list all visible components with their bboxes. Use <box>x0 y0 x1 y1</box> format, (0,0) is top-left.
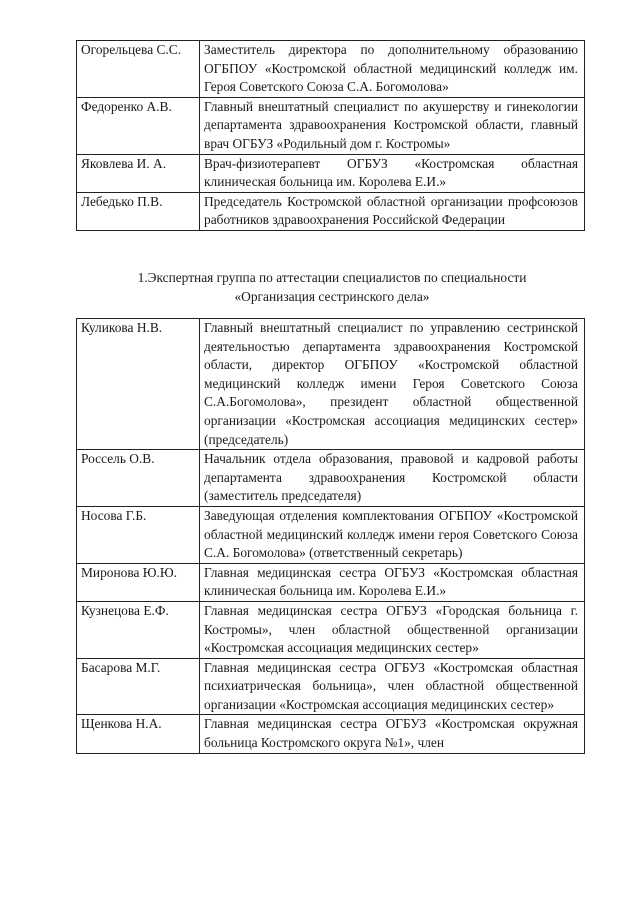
member-name: Носова Г.Б. <box>77 506 200 563</box>
section-title-line1: 1.Экспертная группа по аттестации специалистов по специальности <box>137 270 527 285</box>
member-position: Врач-физиотерапевт ОГБУЗ «Костромская областная клиническая больница им. Королева Е.И.» <box>200 154 585 192</box>
member-name: Федоренко А.В. <box>77 97 200 154</box>
table-row <box>77 563 585 601</box>
member-name: Миронова Ю.Ю. <box>77 563 200 601</box>
commission-members-table <box>76 40 585 231</box>
member-name: Россель О.В. <box>77 450 200 507</box>
member-position: Главный внештатный специалист по управлению сестринской деятельностью департамента здравоохранения Костромской области, директор ОГБПОУ «Костромской областной медицинский колледж имени Героя Советского Союза С.А.Богомолова», президент областной общественной организации «Костромская ассоциация медицинских сестер» (председатель) <box>200 319 585 450</box>
table-row <box>77 715 585 753</box>
table-row <box>77 506 585 563</box>
section-heading <box>76 269 588 306</box>
member-name: Щенкова Н.А. <box>77 715 200 753</box>
table-row <box>77 319 585 450</box>
table-row <box>77 41 585 98</box>
table-row <box>77 154 585 192</box>
member-name: Кузнецова Е.Ф. <box>77 601 200 658</box>
member-name: Огорельцева С.С. <box>77 41 200 98</box>
section-title-line2: «Организация сестринского дела» <box>234 288 430 304</box>
member-position: Главная медицинская сестра ОГБУЗ «Костромская областная психиатрическая больница», член областной общественной организации «Костромская ассоциация медицинских сестер» <box>200 658 585 715</box>
member-position: Главная медицинская сестра ОГБУЗ «Костромская окружная больница Костромского округа №1», член <box>200 715 585 753</box>
table-row <box>77 192 585 230</box>
member-position: Заместитель директора по дополнительному образованию ОГБПОУ «Костромской областной медицинский колледж им. Героя Советского Союза С.А. Богомолова» <box>200 41 585 98</box>
member-position: Председатель Костромской областной организации профсоюзов работников здравоохранения Российской Федерации <box>200 192 585 230</box>
member-position: Начальник отдела образования, правовой и кадровой работы департамента здравоохранения Костромской области (заместитель председателя) <box>200 450 585 507</box>
member-name: Басарова М.Г. <box>77 658 200 715</box>
table-row <box>77 450 585 507</box>
member-name: Яковлева И. А. <box>77 154 200 192</box>
member-position: Главная медицинская сестра ОГБУЗ «Костромская областная клиническая больница им. Королева Е.И.» <box>200 563 585 601</box>
member-position: Заведующая отделения комплектования ОГБПОУ «Костромской областной медицинский колледж имени героя Советского Союза С.А. Богомолова» (ответственный секретарь) <box>200 506 585 563</box>
member-position: Главная медицинская сестра ОГБУЗ «Городская больница г. Костромы», член областной общественной организации «Костромская ассоциация медицинских сестер» <box>200 601 585 658</box>
table-row <box>77 97 585 154</box>
expert-group-table <box>76 318 585 754</box>
member-name: Лебедько П.В. <box>77 192 200 230</box>
table-row <box>77 658 585 715</box>
table-row <box>77 601 585 658</box>
member-position: Главный внештатный специалист по акушерству и гинекологии департамента здравоохранения Костромской области, главный врач ОГБУЗ «Родильный дом г. Костромы» <box>200 97 585 154</box>
member-name: Куликова Н.В. <box>77 319 200 450</box>
